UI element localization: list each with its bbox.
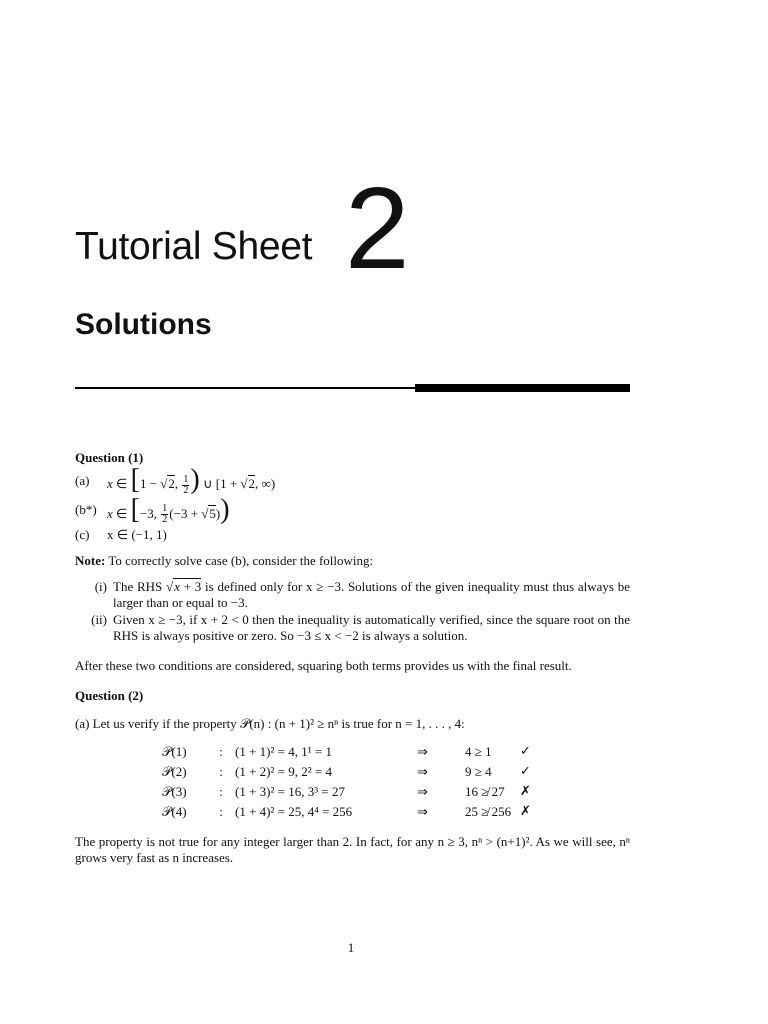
implies-arrow: ⇒: [417, 744, 428, 760]
answer-1b-math: x ∈ [−3, $\frac{1}{2}$ (−3 + √5)): [107, 493, 230, 526]
property-mark: ✓: [520, 764, 531, 780]
property-result: 9 ≥ 4: [465, 764, 492, 780]
property-mark: ✗: [520, 784, 531, 800]
note-paragraph: [75, 553, 630, 569]
note-conditions-list: [75, 579, 630, 644]
chapter-number: 2: [345, 163, 410, 293]
property-result: 4 ≥ 1: [465, 744, 492, 760]
property-verification-table: [162, 742, 550, 822]
property-mark: ✓: [520, 744, 531, 760]
property-separator: :: [219, 744, 223, 760]
answer-1a-math: x ∈ [1 − √2, $\frac{1}{2}$ ) ∪ [1 + √2, ∞): [107, 464, 276, 496]
after-conditions-paragraph: After these two conditions are considered, squaring both terms provides us with the final result.: [75, 658, 572, 674]
property-result: 25 ≱ 256: [465, 804, 512, 820]
answer-1a-label: (a): [75, 472, 90, 488]
property-calculation: (1 + 3)² = 16, 3³ = 27: [235, 784, 345, 800]
answer-1c-math: x ∈ (−1, 1): [107, 527, 167, 543]
note-condition-item: [75, 612, 630, 644]
implies-arrow: ⇒: [417, 804, 428, 820]
implies-arrow: ⇒: [417, 784, 428, 800]
answer-1a: [75, 466, 630, 496]
note-condition-prefix: The RHS: [113, 579, 163, 595]
question-2a-intro: [75, 716, 630, 732]
page-number: 1: [347, 940, 355, 955]
property-mark: ✗: [520, 804, 531, 820]
question-2a-intro-post: is true for n = 1, . . . , 4:: [341, 716, 465, 732]
note-condition-text: The RHS √x + 3 is defined only for x ≥ −3. Solutions of the given inequality must thus always be larger than or equal to −3.: [113, 579, 631, 611]
note-condition-item: [75, 579, 630, 611]
question-2-conclusion: The property is not true for any integer larger than 2. In fact, for any n ≥ 3, nⁿ > (n+1)². As we will see, nⁿ grows very fast as n increases.: [75, 834, 630, 866]
note-label: Note:: [75, 553, 106, 569]
property-calculation: (1 + 2)² = 9, 2² = 4: [235, 764, 332, 780]
property-separator: :: [219, 764, 223, 780]
property-label: 𝒫(4): [162, 804, 187, 820]
property-calculation: (1 + 4)² = 25, 4⁴ = 256: [235, 804, 353, 820]
property-label: 𝒫(2): [162, 764, 187, 780]
property-calculation: (1 + 1)² = 4, 1¹ = 1: [235, 744, 332, 760]
property-separator: :: [219, 784, 223, 800]
answer-1b-label: (b*): [75, 502, 97, 518]
property-label: 𝒫(3): [162, 784, 187, 800]
note-condition-number: (ii): [91, 612, 107, 628]
property-result: 16 ≱ 27: [465, 784, 505, 800]
property-row: [162, 762, 550, 782]
property-row: [162, 782, 550, 802]
page-title: Tutorial Sheet: [75, 225, 313, 268]
note-condition-text: Given x ≥ −3, if x + 2 < 0 then the inequality is automatically verified, since the square root on the RHS is always positive or zero. So −3 ≤ x < −2 is always a solution.: [113, 612, 630, 644]
document-body: [75, 450, 630, 866]
question-2a-intro-pre: (a) Let us verify if the property: [75, 716, 237, 732]
note-condition-number: (i): [94, 579, 107, 595]
question-2-heading: Question (2): [75, 688, 144, 704]
question-2a-property: 𝒫(n) : (n + 1)² ≥ nⁿ: [239, 716, 339, 732]
title-rule-thick: [415, 384, 630, 392]
answer-1c: [75, 527, 630, 543]
property-row: [162, 802, 550, 822]
implies-arrow: ⇒: [417, 764, 428, 780]
title-rule-thin: [75, 387, 415, 389]
question-1-heading: Question (1): [75, 450, 144, 465]
answer-1b: [75, 493, 630, 526]
property-label: 𝒫(1): [162, 744, 187, 760]
property-row: [162, 742, 550, 762]
page-subtitle: Solutions: [75, 308, 212, 341]
note-condition-body: is defined only for x ≥ −3. Solutions of the given inequality must thus always be larger than or equal to −3.: [113, 579, 631, 611]
answer-1c-label: (c): [75, 527, 90, 543]
property-separator: :: [219, 804, 223, 820]
note-intro: To correctly solve case (b), consider the following:: [108, 553, 374, 569]
